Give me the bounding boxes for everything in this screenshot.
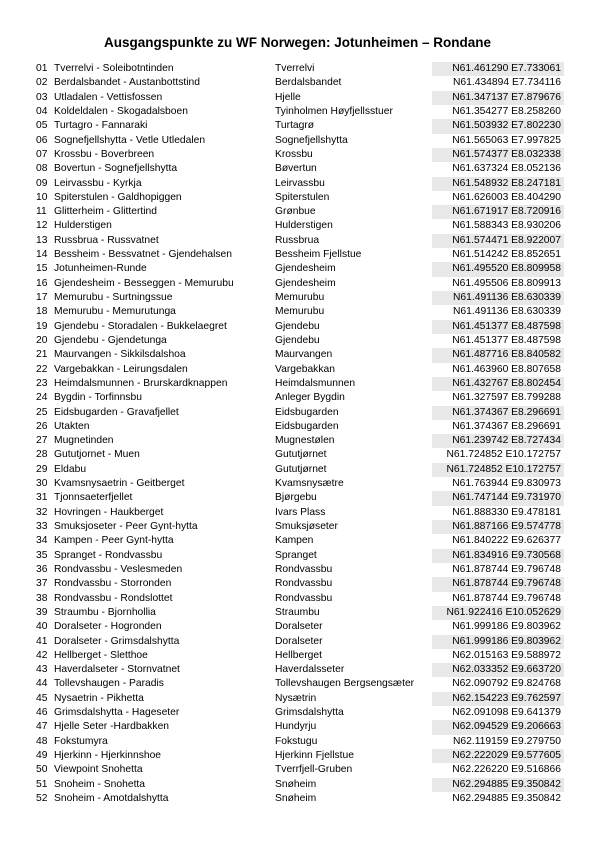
- start-point: Hulderstigen: [275, 220, 333, 232]
- coordinates: N61.999186 E9.803962: [452, 621, 561, 633]
- start-point: Kvamsnysætre: [275, 478, 344, 490]
- coordinates: N62.154223 E9.762597: [432, 692, 564, 706]
- coordinates: N61.878744 E9.796748: [452, 592, 561, 604]
- row-number: 51: [36, 778, 48, 790]
- coordinates: N61.327597 E8.799288: [452, 392, 561, 404]
- table-row: [32, 606, 564, 620]
- row-number: 15: [36, 263, 48, 275]
- route-name: Tollevshaugen - Paradis: [54, 678, 164, 690]
- row-number: 28: [36, 449, 48, 461]
- start-point: Heimdalsmunnen: [275, 377, 356, 389]
- row-number: 34: [36, 535, 48, 547]
- route-name: Smuksjoseter - Peer Gynt-hytta: [54, 521, 198, 532]
- table-row: [32, 348, 564, 362]
- coordinates: N61.887166 E9.574778: [432, 520, 564, 534]
- start-point: Hjelle: [275, 91, 301, 103]
- row-number: 03: [36, 91, 48, 103]
- route-name: Hjelle Seter -Hardbakken: [54, 721, 170, 733]
- start-point: Spranget: [275, 549, 317, 561]
- table-body: [32, 62, 564, 806]
- row-number: 24: [36, 392, 48, 404]
- table-row: [32, 248, 564, 262]
- start-point: Memurubu: [275, 292, 325, 303]
- start-point: Eidsbugarden: [275, 406, 339, 418]
- route-name: Bovertun - Sognefjellshytta: [54, 163, 178, 175]
- coordinates: N61.432767 E8.802454: [432, 377, 564, 391]
- start-point: Grønbue: [275, 206, 316, 218]
- start-point: Tverrfjell-Gruben: [275, 764, 353, 776]
- table-row: [32, 234, 564, 248]
- table-row: [32, 549, 564, 563]
- table-row: [32, 649, 564, 663]
- start-point: Bjørgebu: [275, 492, 317, 504]
- row-number: 06: [36, 134, 48, 146]
- row-number: 27: [36, 435, 48, 447]
- table-row: [32, 706, 564, 720]
- route-name: Doralseter - Hogronden: [54, 621, 162, 633]
- start-point: Leirvassbu: [275, 177, 325, 189]
- row-number: 49: [36, 750, 48, 761]
- route-name: Turtagro - Fannaraki: [54, 120, 148, 132]
- table-row: [32, 592, 564, 606]
- coordinates: N61.671917 E8.720916: [432, 205, 564, 219]
- route-name: Hovringen - Haukberget: [54, 506, 164, 518]
- start-point: Tyinholmen Høyfjellsstuer: [275, 105, 393, 117]
- route-name: Viewpoint Snohetta: [54, 764, 143, 776]
- row-number: 21: [36, 349, 48, 361]
- row-number: 33: [36, 521, 48, 532]
- start-point: Bessheim Fjellstue: [275, 249, 362, 261]
- table-row: [32, 76, 564, 90]
- start-point: Maurvangen: [275, 349, 333, 361]
- route-name: Rondvassbu - Storronden: [54, 578, 172, 590]
- row-number: 18: [36, 306, 48, 318]
- coordinates: N61.588343 E8.930206: [452, 220, 561, 232]
- starting-points-table: [32, 62, 564, 806]
- coordinates: N61.347137 E7.879676: [432, 91, 564, 105]
- row-number: 40: [36, 621, 48, 633]
- route-name: Koldeldalen - Skogadalsboen: [54, 105, 188, 117]
- row-number: 19: [36, 320, 48, 332]
- row-number: 41: [36, 635, 48, 647]
- start-point: Gjendesheim: [275, 263, 336, 275]
- coordinates: N61.487716 E8.840582: [432, 348, 564, 362]
- start-point: Rondvassbu: [275, 578, 333, 590]
- coordinates: N62.294885 E9.350842: [452, 792, 561, 804]
- route-name: Utladalen - Vettisfossen: [54, 91, 163, 103]
- row-number: 08: [36, 163, 48, 175]
- coordinates: N61.724852 E10.172757: [432, 463, 564, 477]
- row-number: 04: [36, 105, 48, 117]
- table-row: [32, 735, 564, 749]
- coordinates: N61.503932 E7.802230: [432, 119, 564, 133]
- route-name: Krossbu - Boverbreen: [54, 148, 155, 160]
- route-name: Eldabu: [54, 463, 87, 475]
- start-point: Gututjørnet: [275, 463, 327, 475]
- row-number: 45: [36, 692, 48, 704]
- coordinates: N62.091098 E9.641379: [452, 707, 561, 719]
- route-name: Doralseter - Grimsdalshytta: [54, 635, 180, 647]
- route-name: Rondvassbu - Veslesmeden: [54, 563, 183, 575]
- coordinates: N61.878744 E9.796748: [432, 577, 564, 591]
- coordinates: N61.451377 E8.487598: [452, 334, 561, 346]
- coordinates: N61.461290 E7.733061: [432, 62, 564, 76]
- table-row: [32, 792, 564, 806]
- coordinates: N61.374367 E8.296691: [432, 406, 564, 420]
- route-name: Jotunheimen-Runde: [54, 263, 147, 275]
- start-point: Hundyrju: [275, 721, 317, 733]
- start-point: Tollevshaugen Bergsengsæter: [275, 678, 415, 690]
- table-row: [32, 162, 564, 176]
- table-row: [32, 677, 564, 691]
- start-point: Rondvassbu: [275, 563, 333, 575]
- row-number: 05: [36, 120, 48, 132]
- start-point: Hjerkinn Fjellstue: [275, 750, 354, 761]
- route-name: Rondvassbu - Rondslottet: [54, 592, 173, 604]
- coordinates: N61.434894 E7.734116: [452, 77, 561, 89]
- start-point: Vargebakkan: [275, 363, 335, 375]
- table-row: [32, 506, 564, 520]
- coordinates: N61.565063 E7.997825: [452, 134, 561, 146]
- row-number: 12: [36, 220, 48, 232]
- table-row: [32, 363, 564, 377]
- table-row: [32, 635, 564, 649]
- row-number: 10: [36, 191, 48, 203]
- coordinates: N61.495520 E8.809958: [432, 262, 564, 276]
- start-point: Mugnestølen: [275, 435, 335, 447]
- coordinates: N61.239742 E8.727434: [432, 434, 564, 448]
- start-point: Russbrua: [275, 234, 320, 246]
- row-number: 35: [36, 549, 48, 561]
- route-name: Nysaetrin - Pikhetta: [54, 692, 144, 704]
- table-row: [32, 277, 564, 291]
- table-row: [32, 749, 564, 763]
- start-point: Memurubu: [275, 306, 325, 318]
- table-row: [32, 477, 564, 491]
- start-point: Ivars Plass: [275, 506, 326, 518]
- coordinates: N61.637324 E8.052136: [452, 163, 561, 175]
- route-name: Hellberget - Sletthoe: [54, 649, 148, 661]
- table-row: [32, 177, 564, 191]
- route-name: Mugnetinden: [54, 435, 114, 447]
- start-point: Fokstugu: [275, 735, 318, 747]
- route-name: Russbrua - Russvatnet: [54, 234, 159, 246]
- coordinates: N61.747144 E9.731970: [432, 491, 564, 505]
- coordinates: N61.495506 E8.809913: [452, 277, 561, 289]
- coordinates: N61.922416 E10.052629: [432, 606, 564, 620]
- start-point: Snøheim: [275, 778, 317, 790]
- table-row: [32, 720, 564, 734]
- row-number: 20: [36, 334, 48, 346]
- route-name: Haverdalseter - Stornvatnet: [54, 664, 180, 676]
- route-name: Tverrelvi - Soleibotntinden: [54, 63, 174, 74]
- route-name: Gututjornet - Muen: [54, 449, 140, 461]
- route-name: Vargebakkan - Leirungsdalen: [54, 363, 188, 375]
- table-row: [32, 134, 564, 148]
- start-point: Haverdalsseter: [275, 664, 345, 676]
- route-name: Glitterheim - Glittertind: [54, 206, 157, 218]
- start-point: Turtagrø: [275, 120, 315, 132]
- start-point: Gjendebu: [275, 320, 320, 332]
- route-name: Fokstumyra: [54, 735, 108, 747]
- coordinates: N61.374367 E8.296691: [452, 420, 561, 432]
- start-point: Anleger Bygdin: [275, 392, 345, 404]
- table-row: [32, 692, 564, 706]
- coordinates: N61.724852 E10.172757: [446, 449, 561, 461]
- route-name: Memurubu - Surtningssue: [54, 292, 173, 303]
- start-point: Snøheim: [275, 792, 317, 804]
- route-name: Berdalsbandet - Austanbottstind: [54, 77, 200, 89]
- table-row: [32, 534, 564, 548]
- table-row: [32, 62, 564, 76]
- coordinates: N62.094529 E9.206663: [432, 720, 564, 734]
- table-row: [32, 262, 564, 276]
- route-name: Bessheim - Bessvatnet - Gjendehalsen: [54, 249, 232, 261]
- table-row: [32, 463, 564, 477]
- start-point: Straumbu: [275, 606, 320, 618]
- row-number: 30: [36, 478, 48, 490]
- table-row: [32, 105, 564, 119]
- row-number: 11: [36, 206, 47, 218]
- route-name: Utakten: [54, 420, 90, 432]
- row-number: 09: [36, 177, 48, 189]
- row-number: 48: [36, 735, 48, 747]
- row-number: 39: [36, 606, 48, 618]
- row-number: 26: [36, 420, 48, 432]
- coordinates: N61.763944 E9.830973: [452, 478, 561, 490]
- coordinates: N62.222029 E9.577605: [432, 749, 564, 763]
- row-number: 31: [36, 492, 48, 504]
- coordinates: N62.033352 E9.663720: [432, 663, 564, 677]
- table-row: [32, 291, 564, 305]
- route-name: Sognefjellshytta - Vetle Utledalen: [54, 134, 206, 146]
- coordinates: N61.451377 E8.487598: [432, 320, 564, 334]
- start-point: Gjendesheim: [275, 277, 336, 289]
- route-name: Straumbu - Bjornhollia: [54, 606, 156, 618]
- route-name: Spranget - Rondvassbu: [54, 549, 163, 561]
- table-row: [32, 320, 564, 334]
- table-row: [32, 563, 564, 577]
- coordinates: N61.840222 E9.626377: [452, 535, 561, 547]
- table-row: [32, 491, 564, 505]
- route-name: Hulderstigen: [54, 220, 112, 232]
- row-number: 32: [36, 506, 48, 518]
- start-point: Doralseter: [275, 621, 323, 633]
- route-name: Spiterstulen - Galdhopiggen: [54, 191, 182, 203]
- table-row: [32, 520, 564, 534]
- coordinates: N61.878744 E9.796748: [452, 563, 561, 575]
- row-number: 44: [36, 678, 48, 690]
- start-point: Doralseter: [275, 635, 323, 647]
- table-row: [32, 406, 564, 420]
- coordinates: N62.090792 E9.824768: [452, 678, 561, 690]
- row-number: 29: [36, 463, 48, 475]
- start-point: Bøvertun: [275, 163, 317, 175]
- row-number: 17: [36, 292, 48, 303]
- coordinates: N61.491136 E8.630339: [432, 291, 564, 305]
- start-point: Hellberget: [275, 649, 322, 661]
- table-row: [32, 778, 564, 792]
- start-point: Gjendebu: [275, 334, 320, 346]
- route-name: Gjendebu - Gjendetunga: [54, 334, 167, 346]
- table-row: [32, 763, 564, 777]
- start-point: Sognefjellshytta: [275, 134, 348, 146]
- row-number: 50: [36, 764, 48, 776]
- route-name: Hjerkinn - Hjerkinnshoe: [54, 750, 162, 761]
- start-point: Berdalsbandet: [275, 77, 342, 89]
- coordinates: N61.514242 E8.852651: [452, 249, 561, 261]
- table-row: [32, 577, 564, 591]
- coordinates: N61.888330 E9.478181: [452, 506, 561, 518]
- table-row: [32, 148, 564, 162]
- table-row: [32, 334, 564, 348]
- coordinates: N62.015163 E9.588972: [452, 649, 561, 661]
- table-row: [32, 219, 564, 233]
- table-row: [32, 119, 564, 133]
- start-point: Rondvassbu: [275, 592, 333, 604]
- table-row: [32, 205, 564, 219]
- route-name: Heimdalsmunnen - Brurskardknappen: [54, 377, 228, 389]
- start-point: Grimsdalshytta: [275, 707, 344, 719]
- row-number: 23: [36, 377, 48, 389]
- coordinates: N61.999186 E9.803962: [432, 635, 564, 649]
- table-row: [32, 620, 564, 634]
- coordinates: N62.119159 E9.279750: [452, 735, 561, 747]
- start-point: Smuksjøseter: [275, 521, 338, 532]
- row-number: 46: [36, 707, 48, 719]
- start-point: Eidsbugarden: [275, 420, 339, 432]
- coordinates: N61.574377 E8.032338: [432, 148, 564, 162]
- row-number: 38: [36, 592, 48, 604]
- route-name: Gjendebu - Storadalen - Bukkelaegret: [54, 320, 227, 332]
- start-point: Gututjørnet: [275, 449, 327, 461]
- start-point: Nysætrin: [275, 692, 317, 704]
- table-row: [32, 663, 564, 677]
- route-name: Leirvassbu - Kyrkja: [54, 177, 142, 189]
- table-row: [32, 305, 564, 319]
- route-name: Tjonnsaeterfjellet: [54, 492, 133, 504]
- table-row: [32, 91, 564, 105]
- coordinates: N61.354277 E8.258260: [452, 105, 561, 117]
- route-name: Maurvangen - Sikkilsdalshoa: [54, 349, 186, 361]
- table-row: [32, 191, 564, 205]
- start-point: Krossbu: [275, 148, 313, 160]
- coordinates: N62.294885 E9.350842: [432, 778, 564, 792]
- coordinates: N61.463960 E8.807658: [452, 363, 561, 375]
- row-number: 25: [36, 406, 48, 418]
- route-name: Kvamsnysaetrin - Geitberget: [54, 478, 185, 490]
- coordinates: N61.834916 E9.730568: [432, 549, 564, 563]
- row-number: 22: [36, 363, 48, 375]
- coordinates: N61.626003 E8.404290: [452, 191, 561, 203]
- row-number: 47: [36, 721, 48, 733]
- start-point: Kampen: [275, 535, 314, 547]
- page-title: Ausgangspunkte zu WF Norwegen: Jotunheimen – Rondane: [103, 35, 492, 50]
- table-row: [32, 434, 564, 448]
- table-row: [32, 448, 564, 462]
- row-number: 43: [36, 664, 48, 676]
- row-number: 36: [36, 563, 48, 575]
- start-point: Spiterstulen: [275, 191, 330, 203]
- row-number: 42: [36, 649, 48, 661]
- table-row: [32, 377, 564, 391]
- start-point: Tverrelvi: [275, 63, 315, 74]
- row-number: 37: [36, 578, 48, 590]
- coordinates: N61.548932 E8.247181: [432, 177, 564, 191]
- route-name: Eidsbugarden - Gravafjellet: [54, 406, 179, 418]
- route-name: Kampen - Peer Gynt-hytta: [54, 535, 174, 547]
- row-number: 52: [36, 792, 48, 804]
- route-name: Bygdin - Torfinnsbu: [54, 392, 142, 404]
- row-number: 02: [36, 77, 48, 89]
- table-row: [32, 391, 564, 405]
- coordinates: N62.226220 E9.516866: [452, 764, 561, 776]
- table-row: [32, 420, 564, 434]
- row-number: 13: [36, 234, 48, 246]
- row-number: 07: [36, 148, 48, 160]
- coordinates: N61.491136 E8.630339: [452, 306, 561, 318]
- row-number: 16: [36, 277, 48, 289]
- row-number: 01: [36, 63, 48, 74]
- row-number: 14: [36, 249, 48, 261]
- route-name: Memurubu - Memurutunga: [54, 306, 176, 318]
- route-name: Snoheim - Amotdalshytta: [54, 792, 169, 804]
- coordinates: N61.574471 E8.922007: [432, 234, 564, 248]
- route-name: Grimsdalshytta - Hageseter: [54, 707, 180, 719]
- route-name: Snoheim - Snohetta: [54, 778, 146, 790]
- route-name: Gjendesheim - Besseggen - Memurubu: [54, 277, 234, 289]
